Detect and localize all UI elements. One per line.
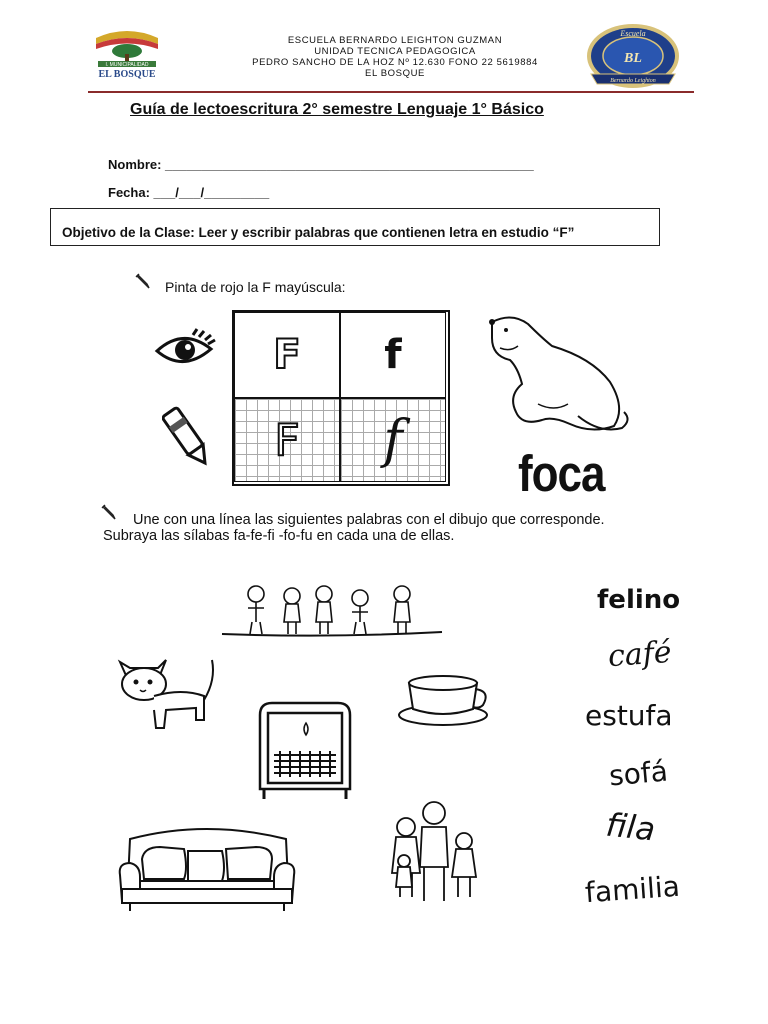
activity1-instruction: Pinta de rojo la F mayúscula: xyxy=(165,279,346,295)
grid-cell xyxy=(340,312,446,398)
letter-lowercase-script: f xyxy=(383,410,403,470)
school-commune: EL BOSQUE xyxy=(365,68,425,79)
school-address: PEDRO SANCHO DE LA HOZ Nº 12.630 FONO 22 5619884 xyxy=(252,57,538,68)
cat-drawing[interactable] xyxy=(112,650,230,738)
pencil-writing-icon xyxy=(162,402,214,472)
school-crest-logo xyxy=(583,22,683,92)
municipality-logo xyxy=(92,24,162,80)
grid-cell xyxy=(234,312,340,398)
letter-lowercase-print: f xyxy=(384,332,402,378)
name-field[interactable]: Nombre: ___________________________________________________ xyxy=(108,157,534,172)
crest-top-text: Escuela xyxy=(620,29,646,38)
word-felino[interactable]: felino xyxy=(597,585,681,615)
heater-drawing[interactable] xyxy=(250,697,360,805)
letter-grid xyxy=(232,310,450,486)
word-estufa[interactable]: estufa xyxy=(585,699,673,732)
pencil-bullet-icon xyxy=(134,272,154,292)
date-field[interactable]: Fecha: ___/___/_________ xyxy=(108,185,270,200)
objective-text: Objetivo de la Clase: Leer y escribir palabras que contienen letra en estudio “F” xyxy=(62,225,575,240)
word-familia[interactable]: familia xyxy=(583,869,681,910)
letter-uppercase-script[interactable]: F xyxy=(274,414,300,466)
grid-cell-lined xyxy=(340,398,446,482)
crest-bottom-text: Bernardo Leighton xyxy=(610,78,656,84)
school-header-text xyxy=(200,35,590,79)
school-name: ESCUELA BERNARDO LEIGHTON GUZMAN xyxy=(287,35,503,46)
seal-drawing[interactable] xyxy=(482,308,637,443)
school-unit: UNIDAD TECNICA PEDAGOGICA xyxy=(314,46,476,57)
municipality-logo-line2: EL BOSQUE xyxy=(98,69,156,80)
family-drawing[interactable] xyxy=(382,797,494,909)
children-row-drawing[interactable] xyxy=(216,578,446,642)
crest-initials: BL xyxy=(624,51,642,66)
sofa-drawing[interactable] xyxy=(116,823,298,915)
word-sofa[interactable]: sofá xyxy=(607,754,670,793)
activity2-instruction-line1: Une con una línea las siguientes palabras con el dibujo que corresponde. xyxy=(133,512,605,528)
pencil-bullet-icon xyxy=(100,503,120,523)
municipality-logo-line1: I. MUNICIPALIDAD xyxy=(105,62,149,68)
coffee-cup-drawing[interactable] xyxy=(395,671,493,729)
header-divider xyxy=(88,91,694,93)
grid-cell-lined xyxy=(234,398,340,482)
page-title: Guía de lectoescritura 2° semestre Lenguaje 1° Básico xyxy=(130,101,544,118)
letter-uppercase-print[interactable]: F xyxy=(273,332,301,378)
seal-word-label: foca xyxy=(518,446,605,503)
eye-icon xyxy=(153,325,219,371)
word-cafe[interactable]: café xyxy=(606,634,673,675)
activity2-instruction-line2: Subraya las sílabas fa-fe-fi -fo-fu en cada una de ellas. xyxy=(103,528,455,544)
word-fila[interactable]: fila xyxy=(604,805,658,849)
